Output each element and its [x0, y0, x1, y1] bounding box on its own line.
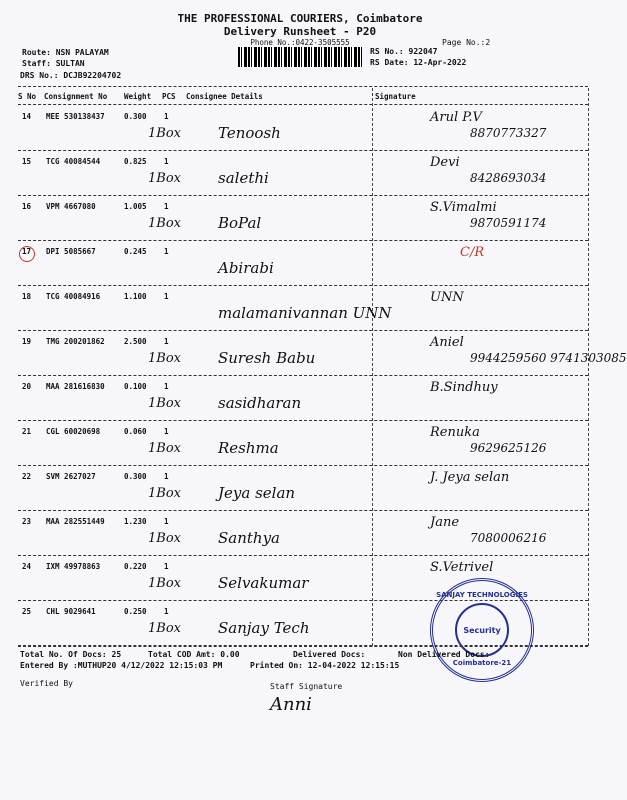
row-consignment: SVM 2627027	[46, 472, 96, 481]
row-weight: 0.100	[124, 382, 147, 391]
row-consignee-name: sasidharan	[218, 394, 302, 412]
printed-on: Printed On: 12-04-2022 12:15:15	[250, 661, 400, 670]
row-pcs: 1	[164, 202, 169, 211]
col-weight: Weight	[124, 92, 152, 101]
page-number: Page No.:2	[442, 38, 491, 47]
row-consignment: IXM 49978863	[46, 562, 101, 571]
staff-signature-label: Staff Signature	[270, 682, 343, 691]
row-sno: 16	[22, 202, 32, 211]
sheet-title: Delivery Runsheet - P20	[223, 25, 377, 38]
company-stamp	[430, 578, 534, 682]
row-separator	[18, 510, 588, 511]
row-pcs: 1	[164, 472, 169, 481]
stamp-top-text: SANJAY TECHNOLOGIES	[436, 591, 528, 599]
row-pcs: 1	[164, 157, 169, 166]
row-separator	[18, 330, 588, 331]
row-signature: Aniel	[430, 335, 464, 350]
stamp-bottom-text: Coimbatore-21	[452, 659, 512, 667]
row-consignment: MAA 281616830	[46, 382, 105, 391]
row-sno: 21	[22, 427, 32, 436]
row-consignee-name: Reshma	[218, 439, 279, 457]
row-consignee-name: Selvakumar	[218, 574, 309, 592]
route: Route: NSN PALAYAM	[22, 48, 109, 57]
row-sno: 15	[22, 157, 32, 166]
row-pcs: 1	[164, 607, 169, 616]
row-separator	[18, 555, 588, 556]
row-pcs: 1	[164, 292, 169, 301]
row-box-note: 1Box	[148, 576, 181, 591]
phone-number: Phone No.:0422-3505555	[250, 38, 350, 47]
row-sno: 17	[22, 247, 32, 256]
row-sno: 25	[22, 607, 32, 616]
stamp-middle-text: Security	[463, 626, 501, 635]
col-signature: Signature	[375, 92, 416, 101]
row-weight: 0.300	[124, 472, 147, 481]
row-box-note: 1Box	[148, 216, 181, 231]
row-phone: 9629625126	[470, 441, 547, 455]
row-weight: 1.100	[124, 292, 147, 301]
non-delivered-docs: Non Delivered Docs:	[398, 650, 490, 659]
col-consignee: Consignee Details	[186, 92, 263, 101]
row-weight: 1.230	[124, 517, 147, 526]
verified-by: Verified By	[20, 679, 73, 688]
row-sno: 24	[22, 562, 32, 571]
row-signature: Jane	[430, 515, 460, 530]
row-consignment: MEE 530138437	[46, 112, 105, 121]
row-box-note: 1Box	[148, 171, 181, 186]
row-box-note: 1Box	[148, 531, 181, 546]
col-sno: S No	[18, 92, 37, 101]
row-weight: 0.245	[124, 247, 147, 256]
row-box-note: 1Box	[148, 621, 181, 636]
barcode	[238, 47, 362, 67]
row-signature: UNN	[430, 290, 464, 305]
row-box-note: 1Box	[148, 486, 181, 501]
row-consignee-name: Tenoosh	[218, 124, 281, 142]
row-consignee-name: BoPal	[218, 214, 262, 232]
row-consignee-name: malamanivannan UNN	[218, 304, 392, 322]
row-box-note: 1Box	[148, 126, 181, 141]
row-signature: J. Jeya selan	[430, 470, 510, 485]
row-signature: C/R	[460, 245, 485, 260]
row-consignment: CGL 60020698	[46, 427, 101, 436]
row-pcs: 1	[164, 562, 169, 571]
row-pcs: 1	[164, 427, 169, 436]
row-pcs: 1	[164, 517, 169, 526]
company-name: THE PROFESSIONAL COURIERS, Coimbatore	[177, 12, 423, 25]
row-separator	[18, 240, 588, 241]
row-sno: 14	[22, 112, 32, 121]
row-box-note: 1Box	[148, 396, 181, 411]
row-sno: 19	[22, 337, 32, 346]
row-consignee-name: Abirabi	[218, 259, 274, 277]
entered-by: Entered By :MUTHUP20 4/12/2022 12:15:03 PM	[20, 661, 223, 670]
row-consignee-name: Sanjay Tech	[218, 619, 310, 637]
row-phone: 7080006216	[470, 531, 547, 545]
total-docs: Total No. Of Docs: 25	[20, 650, 122, 659]
row-sno: 23	[22, 517, 32, 526]
row-consignee-name: Santhya	[218, 529, 280, 547]
row-consignment: TCG 40084916	[46, 292, 101, 301]
row-weight: 2.500	[124, 337, 147, 346]
signature-divider	[372, 88, 373, 646]
row-signature: Renuka	[430, 425, 480, 440]
row-weight: 0.825	[124, 157, 147, 166]
row-consignee-name: Jeya selan	[218, 484, 296, 502]
rs-date: RS Date: 12-Apr-2022	[370, 58, 467, 67]
row-weight: 0.300	[124, 112, 147, 121]
row-consignment: TMG 200201862	[46, 337, 105, 346]
row-sno: 18	[22, 292, 32, 301]
row-consignment: DPI 5085667	[46, 247, 96, 256]
row-signature: S.Vimalmi	[430, 200, 497, 215]
delivered-docs: Delivered Docs:	[293, 650, 366, 659]
row-box-note: 1Box	[148, 441, 181, 456]
row-weight: 0.060	[124, 427, 147, 436]
row-consignee-name: Suresh Babu	[218, 349, 316, 367]
row-consignment: CHL 9029641	[46, 607, 96, 616]
right-border	[588, 88, 589, 646]
row-pcs: 1	[164, 382, 169, 391]
staff-signature: Anni	[270, 694, 312, 715]
rs-number: RS No.: 922047	[370, 47, 438, 56]
row-separator	[18, 150, 588, 151]
row-signature: S.Vetrivel	[430, 560, 494, 575]
row-pcs: 1	[164, 247, 169, 256]
row-consignee-name: salethi	[218, 169, 269, 187]
row-separator	[18, 285, 588, 286]
row-17-circle-mark	[19, 246, 35, 262]
row-weight: 0.250	[124, 607, 147, 616]
row-phone: 9870591174	[470, 216, 547, 230]
row-consignment: VPM 4667080	[46, 202, 96, 211]
col-consignment: Consignment No	[44, 92, 108, 101]
row-pcs: 1	[164, 112, 169, 121]
row-separator	[18, 195, 588, 196]
row-box-note: 1Box	[148, 351, 181, 366]
row-separator	[18, 375, 588, 376]
row-sno: 22	[22, 472, 32, 481]
row-weight: 1.005	[124, 202, 147, 211]
staff: Staff: SULTAN	[22, 59, 85, 68]
row-phone: 8870773327	[470, 126, 547, 140]
row-separator	[18, 420, 588, 421]
row-consignment: MAA 282551449	[46, 517, 105, 526]
row-signature: B.Sindhuy	[430, 380, 498, 395]
row-pcs: 1	[164, 337, 169, 346]
row-phone: 8428693034	[470, 171, 547, 185]
total-cod: Total COD Amt: 0.00	[148, 650, 240, 659]
row-phone: 9944259560 9741303085	[470, 351, 627, 365]
row-sno: 20	[22, 382, 32, 391]
row-weight: 0.220	[124, 562, 147, 571]
drs-number: DRS No.: DCJB92204702	[20, 71, 122, 80]
row-signature: Devi	[430, 155, 460, 170]
row-signature: Arul P.V	[430, 110, 482, 125]
row-separator	[18, 465, 588, 466]
col-pcs: PCS	[162, 92, 176, 101]
row-consignment: TCG 40084544	[46, 157, 101, 166]
